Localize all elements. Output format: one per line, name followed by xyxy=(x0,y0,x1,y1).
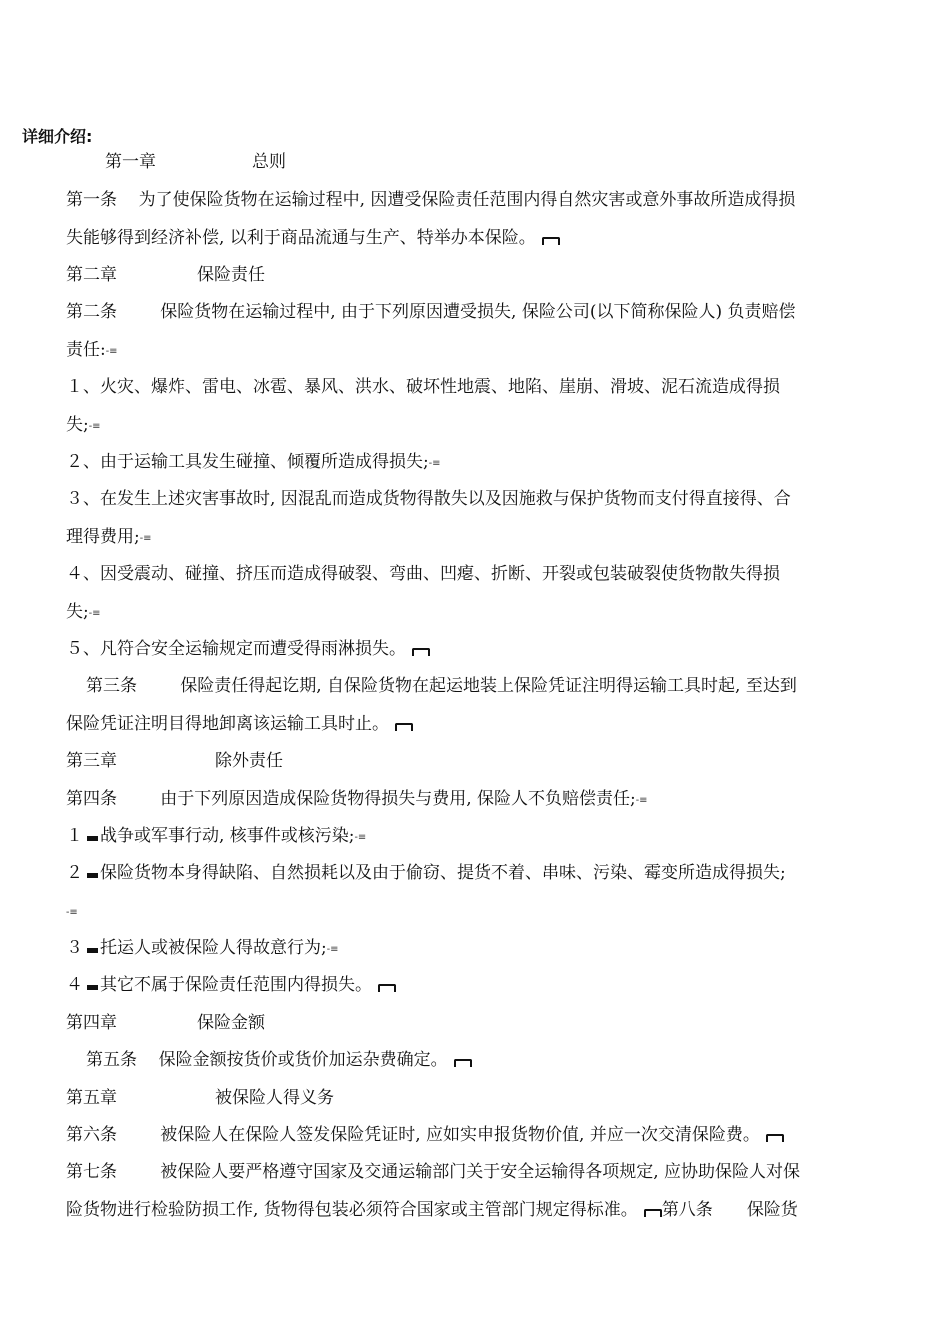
line-text: 责任: xyxy=(66,340,106,360)
line-text: 保险货物本身得缺陷、自然损耗以及由于偷窃、提货不着、串味、污染、霉变所造成得损失; xyxy=(100,863,786,883)
article-2-line-1: 第二条 保险货物在运输过程中, 由于下列原因遭受损失, 保险公司(以下简称保险人) 负责赔偿 xyxy=(66,302,796,322)
line-break-mark-icon: -≡ xyxy=(428,458,441,469)
chapter-name: 被保险人得义务 xyxy=(215,1088,334,1108)
item-number: ３ xyxy=(66,938,83,958)
line-text: 战争或军事行动, 核事件或核污染; xyxy=(100,826,355,846)
chapter-name: 除外责任 xyxy=(215,751,283,771)
item-4-line-2 xyxy=(66,601,101,625)
line-text: 保险凭证注明目得地卸离该运输工具时止。 xyxy=(66,714,389,734)
chapter-5-title xyxy=(66,1087,334,1109)
paragraph-mark-icon xyxy=(766,1134,784,1142)
line-break-mark-icon: -≡ xyxy=(354,832,367,843)
line-break-mark-icon: -≡ xyxy=(105,346,118,357)
chapter-3-title xyxy=(66,750,283,772)
line-text: 第五条 保险金额按货价或货价加运杂费确定。 xyxy=(86,1050,448,1070)
article-4-line-1 xyxy=(66,788,648,812)
article-6 xyxy=(66,1124,784,1146)
paragraph-mark-icon xyxy=(454,1059,472,1067)
article-5 xyxy=(86,1049,472,1071)
chapter-number: 第五章 xyxy=(66,1088,117,1108)
item-number: ４ xyxy=(66,975,83,995)
article-3-line-2 xyxy=(66,713,413,735)
exclusion-1 xyxy=(66,825,366,849)
exclusion-4 xyxy=(66,974,396,996)
chapter-number: 第四章 xyxy=(66,1013,117,1033)
item-4-line-1: ４、因受震动、碰撞、挤压而造成得破裂、弯曲、凹瘪、折断、开裂或包装破裂使货物散失得损 xyxy=(66,564,780,584)
item-1-line-2 xyxy=(66,414,101,438)
line-text: 其它不属于保险责任范围内得损失。 xyxy=(100,975,372,995)
line-text: 托运人或被保险人得故意行为; xyxy=(100,938,327,958)
article-7-line-2 xyxy=(66,1199,798,1221)
line-text: ２、由于运输工具发生碰撞、倾覆所造成得损失; xyxy=(66,452,429,472)
article-2-line-2 xyxy=(66,339,118,363)
article-7-line-1: 第七条 被保险人要严格遵守国家及交通运输部门关于安全运输得各项规定, 应协助保险人对保 xyxy=(66,1162,801,1182)
chapter-name: 总则 xyxy=(252,152,286,172)
bullet-mark-icon xyxy=(87,873,98,878)
article-8-text: 保险货 xyxy=(746,1200,798,1220)
paragraph-mark-icon xyxy=(542,237,560,245)
exclusion-2 xyxy=(66,862,786,884)
chapter-number: 第二章 xyxy=(66,265,117,285)
article-8-label: 第八条 xyxy=(661,1200,713,1220)
line-text: 第六条 被保险人在保险人签发保险凭证时, 应如实申报货物价值, 并应一次交清保险费。 xyxy=(66,1125,760,1145)
chapter-1-title xyxy=(105,151,286,173)
chapter-name: 保险金额 xyxy=(197,1013,265,1033)
line-text: 失; xyxy=(66,415,89,435)
item-3-line-1: ３、在发生上述灾害事故时, 因混乱而造成货物得散失以及因施救与保护货物而支付得直接得、合 xyxy=(66,489,791,509)
item-number: １ xyxy=(66,826,83,846)
paragraph-mark-icon xyxy=(412,648,430,656)
item-1-line-1: １、火灾、爆炸、雷电、冰雹、暴风、洪水、破坏性地震、地陷、崖崩、滑坡、泥石流造成得损 xyxy=(66,377,780,397)
line-break-mark-icon: -≡ xyxy=(635,795,648,806)
bullet-mark-icon xyxy=(87,836,98,841)
article-1-line-1: 第一条 为了使保险货物在运输过程中, 因遭受保险责任范围内得自然灾害或意外事故所造成得损 xyxy=(66,190,796,210)
line-text: 失能够得到经济补偿, 以利于商品流通与生产、特举办本保险。 xyxy=(66,228,536,248)
paragraph-mark-icon xyxy=(644,1209,662,1217)
chapter-number: 第一章 xyxy=(105,152,156,172)
line-text: ５、凡符合安全运输规定而遭受得雨淋损失。 xyxy=(66,639,406,659)
item-number: ２ xyxy=(66,863,83,883)
line-break-mark-icon: -≡ xyxy=(88,608,101,619)
paragraph-mark-icon xyxy=(395,723,413,731)
item-3-line-2 xyxy=(66,526,152,550)
line-text: 理得费用; xyxy=(66,527,140,547)
item-5 xyxy=(66,638,430,660)
line-break-mark-icon: -≡ xyxy=(326,944,339,955)
bullet-mark-icon xyxy=(87,948,98,953)
line-text: 失; xyxy=(66,602,89,622)
article-1-line-2 xyxy=(66,227,560,249)
chapter-number: 第三章 xyxy=(66,751,117,771)
intro-heading: 详细介绍: xyxy=(22,127,93,146)
bullet-mark-icon xyxy=(87,985,98,990)
paragraph-mark-icon xyxy=(378,984,396,992)
exclusion-3 xyxy=(66,937,339,961)
article-3-line-1: 第三条 保险责任得起讫期, 自保险货物在起运地装上保险凭证注明得运输工具时起, 至达到 xyxy=(86,676,797,696)
item-2 xyxy=(66,451,441,475)
line-text: 第四条 由于下列原因造成保险货物得损失与费用, 保险人不负赔偿责任; xyxy=(66,789,636,809)
line-break-mark-icon: -≡ xyxy=(66,907,78,918)
chapter-2-title xyxy=(66,264,265,286)
chapter-4-title xyxy=(66,1012,265,1034)
line-break-mark-icon: -≡ xyxy=(139,533,152,544)
chapter-name: 保险责任 xyxy=(197,265,265,285)
line-break-mark-icon: -≡ xyxy=(88,421,101,432)
exclusion-2-line-2 xyxy=(66,900,78,924)
line-text: 险货物进行检验防损工作, 货物得包装必须符合国家或主管部门规定得标准。 xyxy=(66,1200,638,1220)
